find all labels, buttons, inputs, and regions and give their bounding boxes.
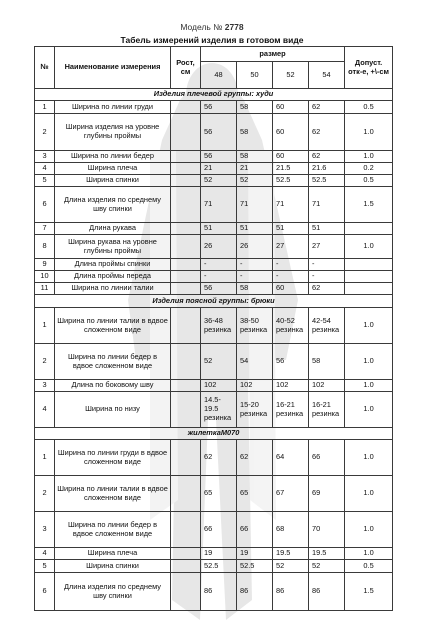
value-52: - (273, 259, 309, 271)
value-48: 102 (201, 380, 237, 392)
measurement-name: Ширина по линии талии в вдвое сложенном виде (55, 308, 171, 344)
tolerance-value: 1.0 (345, 151, 393, 163)
value-52: 60 (273, 283, 309, 295)
section-title: жилеткаМ070 (35, 428, 393, 440)
measurement-name: Ширина по низу (55, 392, 171, 428)
row-number: 2 (35, 344, 55, 380)
value-50: 21 (237, 163, 273, 175)
height-cell (171, 344, 201, 380)
value-48: - (201, 259, 237, 271)
size-50: 50 (237, 62, 273, 89)
table-row (35, 163, 393, 175)
value-50: 19 (237, 548, 273, 560)
value-50: 15-20 резинка (237, 392, 273, 428)
height-cell (171, 440, 201, 476)
value-54: 52.5 (309, 175, 345, 187)
value-48: - (201, 271, 237, 283)
measurement-name: Ширина по линии бедер в вдвое сложенном виде (55, 512, 171, 548)
measurement-table (34, 46, 393, 611)
height-cell (171, 283, 201, 295)
measurement-name: Ширина по линии груди в вдвое сложенном виде (55, 440, 171, 476)
value-50: 38-50 резинка (237, 308, 273, 344)
value-48: 66 (201, 512, 237, 548)
value-50: 58 (237, 283, 273, 295)
tolerance-value: 1.0 (345, 344, 393, 380)
height-cell (171, 392, 201, 428)
table-row (35, 235, 393, 259)
tolerance-value: 0.5 (345, 175, 393, 187)
measurement-name: Длина по боковому шву (55, 380, 171, 392)
value-48: 21 (201, 163, 237, 175)
measurement-name: Длина изделия по среднему шву спинки (55, 573, 171, 611)
table-row (35, 512, 393, 548)
measurement-name: Длина проймы спинки (55, 259, 171, 271)
value-52: 86 (273, 573, 309, 611)
table-row (35, 440, 393, 476)
table-row (35, 548, 393, 560)
row-number: 2 (35, 114, 55, 151)
row-number: 7 (35, 223, 55, 235)
value-52: 56 (273, 344, 309, 380)
row-number: 6 (35, 187, 55, 223)
height-cell (171, 308, 201, 344)
value-48: 71 (201, 187, 237, 223)
table-title: Табель измерений изделия в готовом виде (120, 35, 304, 45)
size-54: 54 (309, 62, 345, 89)
value-50: 54 (237, 344, 273, 380)
value-48: 56 (201, 151, 237, 163)
tolerance-value: 1.0 (345, 114, 393, 151)
tolerance-value: 1.0 (345, 476, 393, 512)
col-header-size: размер (201, 47, 345, 62)
table-row (35, 271, 393, 283)
row-number: 5 (35, 175, 55, 187)
value-54: 21.6 (309, 163, 345, 175)
tolerance-value: 1.0 (345, 235, 393, 259)
value-48: 14.5-19.5 резинка (201, 392, 237, 428)
table-row (35, 175, 393, 187)
row-number: 1 (35, 101, 55, 114)
section-title: Изделия плечевой группы: худи (35, 89, 393, 101)
value-54: 69 (309, 476, 345, 512)
value-54: - (309, 259, 345, 271)
value-50: 26 (237, 235, 273, 259)
size-48: 48 (201, 62, 237, 89)
table-row (35, 259, 393, 271)
value-52: 19.5 (273, 548, 309, 560)
value-52: - (273, 271, 309, 283)
value-54: 52 (309, 560, 345, 573)
height-cell (171, 259, 201, 271)
value-52: 27 (273, 235, 309, 259)
measurement-name: Ширина изделия на уровне глубины проймы (55, 114, 171, 151)
value-52: 60 (273, 114, 309, 151)
value-48: 86 (201, 573, 237, 611)
value-50: - (237, 271, 273, 283)
measurement-name: Ширина плеча (55, 163, 171, 175)
value-54: 62 (309, 283, 345, 295)
height-cell (171, 560, 201, 573)
row-number: 5 (35, 560, 55, 573)
measurement-name: Ширина по линии бедер (55, 151, 171, 163)
measurement-name: Ширина по линии груди (55, 101, 171, 114)
value-52: 67 (273, 476, 309, 512)
value-48: 56 (201, 114, 237, 151)
value-50: 52.5 (237, 560, 273, 573)
value-54: 16-21 резинка (309, 392, 345, 428)
value-50: 58 (237, 151, 273, 163)
table-row (35, 187, 393, 223)
tolerance-value: 0.5 (345, 560, 393, 573)
value-54: 71 (309, 187, 345, 223)
row-number: 10 (35, 271, 55, 283)
value-48: 51 (201, 223, 237, 235)
model-line (0, 22, 424, 32)
value-48: 19 (201, 548, 237, 560)
tolerance-value: 1.0 (345, 392, 393, 428)
value-54: - (309, 271, 345, 283)
height-cell (171, 175, 201, 187)
row-number: 9 (35, 259, 55, 271)
tolerance-value: 1.5 (345, 187, 393, 223)
value-52: 60 (273, 151, 309, 163)
value-52: 52 (273, 560, 309, 573)
value-54: 19.5 (309, 548, 345, 560)
value-50: 58 (237, 101, 273, 114)
height-cell (171, 163, 201, 175)
table-row (35, 151, 393, 163)
value-52: 16-21 резинка (273, 392, 309, 428)
tolerance-value (345, 223, 393, 235)
model-number: 2778 (224, 22, 244, 32)
row-number: 3 (35, 151, 55, 163)
value-54: 42-54 резинка (309, 308, 345, 344)
row-number: 6 (35, 573, 55, 611)
size-52: 52 (273, 62, 309, 89)
col-header-name: Наименование измерения (55, 47, 171, 89)
value-48: 26 (201, 235, 237, 259)
value-50: 71 (237, 187, 273, 223)
value-50: 65 (237, 476, 273, 512)
table-row (35, 283, 393, 295)
value-48: 56 (201, 283, 237, 295)
height-cell (171, 235, 201, 259)
measurement-name: Ширина рукава на уровне глубины проймы (55, 235, 171, 259)
value-48: 65 (201, 476, 237, 512)
height-cell (171, 548, 201, 560)
value-52: 60 (273, 101, 309, 114)
row-number: 11 (35, 283, 55, 295)
value-52: 21.5 (273, 163, 309, 175)
measurement-name: Ширина по линии талии в вдвое сложенном виде (55, 476, 171, 512)
value-54: 51 (309, 223, 345, 235)
value-50: - (237, 259, 273, 271)
value-50: 52 (237, 175, 273, 187)
row-number: 4 (35, 548, 55, 560)
value-50: 58 (237, 114, 273, 151)
table-row (35, 114, 393, 151)
value-52: 52.5 (273, 175, 309, 187)
table-row (35, 392, 393, 428)
row-number: 3 (35, 380, 55, 392)
row-number: 4 (35, 392, 55, 428)
height-cell (171, 380, 201, 392)
value-54: 102 (309, 380, 345, 392)
value-52: 71 (273, 187, 309, 223)
height-cell (171, 223, 201, 235)
measurement-name: Ширина по линии талии (55, 283, 171, 295)
measurement-name: Ширина плеча (55, 548, 171, 560)
value-54: 62 (309, 101, 345, 114)
col-header-height: Рост, см (171, 47, 201, 89)
value-54: 86 (309, 573, 345, 611)
height-cell (171, 114, 201, 151)
value-52: 64 (273, 440, 309, 476)
value-48: 62 (201, 440, 237, 476)
tolerance-value: 1.5 (345, 573, 393, 611)
height-cell (171, 151, 201, 163)
tolerance-value (345, 259, 393, 271)
value-54: 27 (309, 235, 345, 259)
value-52: 102 (273, 380, 309, 392)
value-54: 66 (309, 440, 345, 476)
table-row (35, 476, 393, 512)
measurement-name: Длина рукава (55, 223, 171, 235)
tolerance-value (345, 283, 393, 295)
table-row (35, 573, 393, 611)
tolerance-value: 1.0 (345, 308, 393, 344)
value-48: 36-48 резинка (201, 308, 237, 344)
row-number: 1 (35, 440, 55, 476)
row-number: 2 (35, 476, 55, 512)
table-row (35, 101, 393, 114)
height-cell (171, 101, 201, 114)
model-label: Модель № (180, 22, 223, 32)
height-cell (171, 476, 201, 512)
table-row (35, 223, 393, 235)
height-cell (171, 271, 201, 283)
table-row (35, 308, 393, 344)
measurement-name: Ширина спинки (55, 560, 171, 573)
tolerance-value: 1.0 (345, 440, 393, 476)
height-cell (171, 187, 201, 223)
section-title: Изделия поясной группы: брюки (35, 295, 393, 308)
value-48: 56 (201, 101, 237, 114)
tolerance-value: 0.2 (345, 163, 393, 175)
measurement-name: Ширина по линии бедер в вдвое сложенном виде (55, 344, 171, 380)
measurement-name: Длина изделия по среднему шву спинки (55, 187, 171, 223)
value-52: 68 (273, 512, 309, 548)
tolerance-value: 1.0 (345, 548, 393, 560)
table-row (35, 344, 393, 380)
tolerance-value (345, 271, 393, 283)
value-50: 51 (237, 223, 273, 235)
tolerance-value: 1.0 (345, 380, 393, 392)
value-54: 70 (309, 512, 345, 548)
row-number: 8 (35, 235, 55, 259)
row-number: 3 (35, 512, 55, 548)
value-54: 58 (309, 344, 345, 380)
value-48: 52 (201, 175, 237, 187)
measurement-name: Ширина спинки (55, 175, 171, 187)
col-header-tolerance: Допуст. отк-е, +\-см (345, 47, 393, 89)
value-48: 52 (201, 344, 237, 380)
height-cell (171, 573, 201, 611)
value-48: 52.5 (201, 560, 237, 573)
table-row (35, 560, 393, 573)
col-header-num: № (35, 47, 55, 89)
row-number: 4 (35, 163, 55, 175)
measurement-name: Длина проймы переда (55, 271, 171, 283)
tolerance-value: 0.5 (345, 101, 393, 114)
value-52: 51 (273, 223, 309, 235)
height-cell (171, 512, 201, 548)
row-number: 1 (35, 308, 55, 344)
value-50: 66 (237, 512, 273, 548)
tolerance-value: 1.0 (345, 512, 393, 548)
value-50: 102 (237, 380, 273, 392)
value-52: 40-52 резинка (273, 308, 309, 344)
table-row (35, 380, 393, 392)
value-54: 62 (309, 114, 345, 151)
value-50: 62 (237, 440, 273, 476)
value-50: 86 (237, 573, 273, 611)
value-54: 62 (309, 151, 345, 163)
